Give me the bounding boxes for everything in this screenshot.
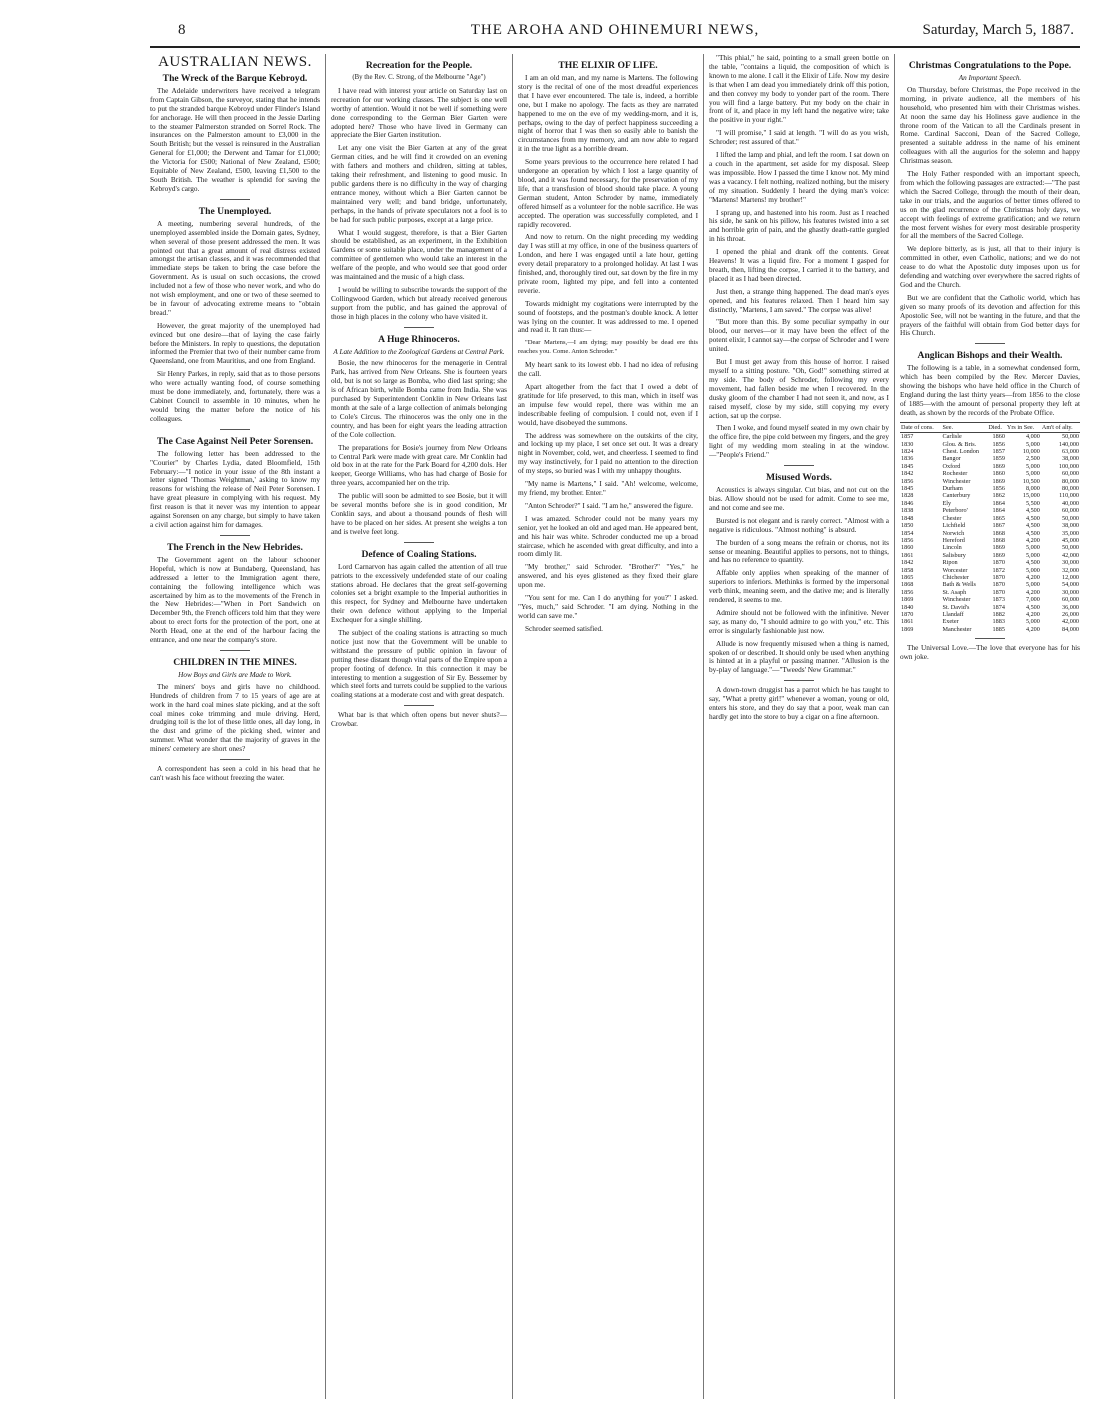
column-rule xyxy=(512,54,513,1399)
article-paragraph: And now to return. On the night preceding my wedding day I was still at my office, in one of the business quarters of London, and here I was engaged until a late hour, getting every detail preparatory to a prolonged holiday. At last I was finished, and, thoroughly tired out, sat down by the fire in my private room, lighted my pipe, and fell into a contented reverie. xyxy=(518,232,698,295)
table-cell: 5,500 xyxy=(1025,499,1040,507)
table-cell: 1867 xyxy=(992,522,1005,530)
table-cell: 60,000 xyxy=(1061,507,1079,515)
table-row xyxy=(900,433,1080,441)
table-cell: 1870 xyxy=(992,581,1005,589)
table-cell: 1870 xyxy=(992,588,1005,596)
table-cell: 1882 xyxy=(992,610,1005,618)
article-paragraph: What I would suggest, therefore, is that a Bier Garten should be established, as an experiment, in the Exhibition Gardens or some suitable place, under the management of a committee of gentlemen who would take an interest in the welfare of the people, and who would see that good order was maintained and the music of a high class. xyxy=(331,227,507,282)
table-cell: Durham xyxy=(942,485,963,493)
table-cell: Norwich xyxy=(942,529,965,537)
table-cell: 38,000 xyxy=(1061,522,1079,530)
article-paragraph: "Anton Schroder?" I said. "I am he," answered the figure. xyxy=(525,500,693,510)
table-cell: 60,000 xyxy=(1061,470,1079,478)
article-title: Defence of Coaling Stations. xyxy=(361,548,477,560)
table-cell: 1869 xyxy=(992,477,1005,485)
article-title: The Wreck of the Barque Kebroyd. xyxy=(162,72,308,84)
divider xyxy=(220,199,250,200)
column-rule xyxy=(703,54,704,1399)
table-cell: 5,000 xyxy=(1025,440,1040,448)
divider xyxy=(404,542,434,543)
table-cell: Winchester xyxy=(942,596,971,604)
table-cell: Hereford xyxy=(942,536,965,544)
table-cell: 4,500 xyxy=(1025,529,1040,537)
table-cell: Glou. & Bris. xyxy=(942,440,977,448)
table-cell: 60,000 xyxy=(1061,596,1079,604)
table-cell: 5,000 xyxy=(1025,551,1040,559)
table-cell: Winchester xyxy=(942,477,971,485)
table-cell: 1857 xyxy=(992,448,1005,456)
table-cell: Chichester xyxy=(942,573,969,581)
article-paragraph: Allude is now frequently misused when a thing is named, spoken of or described. It should only be used when anything is hinted at in a playful or passing manner. "Allusion is the by-play of language."—"Tweeds' New Grammar." xyxy=(709,638,889,675)
table-cell: 1869 xyxy=(992,544,1005,552)
table-cell: 1858 xyxy=(901,566,914,574)
table-cell: Ripon xyxy=(942,559,958,567)
article-paragraph: Admire should not be followed with the infinitive. Never say, as many do, "I should admire to go with you," etc. This error is singularly fashionable just now. xyxy=(709,607,889,635)
article-subtitle: A Late Addition to the Zoological Gardens at Central Park. xyxy=(333,347,505,356)
table-cell: 35,000 xyxy=(1061,529,1079,537)
divider xyxy=(220,535,250,536)
column-rule xyxy=(325,54,326,1399)
article-paragraph: Some years previous to the occurrence here related I had undergone an operation by which I lost a large quantity of blood, and it was found necessary, for the preservation of my life, that a transfusion of blood should take place. A young German student, Anton Schroder by name, immediately offered himself as a volunteer for the noble sacrifice. He was accepted. The operation was successfully completed, and I rapidly recovered. xyxy=(518,157,698,229)
article-paragraph: Just then, a strange thing happened. The dead man's eyes opened, and his features relaxed. Then I heard him say distinctly, "Martens, I am saved." The corpse was alive! xyxy=(709,286,889,314)
table-cell: 5,000 xyxy=(1025,618,1040,626)
table-cell: 50,000 xyxy=(1061,544,1079,552)
table-cell: 84,000 xyxy=(1061,625,1079,633)
table-header: See. xyxy=(942,422,988,432)
column-1 xyxy=(150,54,320,1399)
table-cell: Carlisle xyxy=(942,433,962,441)
article-paragraph: Bursted is not elegant and is rarely correct. "Almost with a negative is ridiculous. "Almost nothing" is absurd. xyxy=(709,515,889,534)
article-paragraph: "My brother," said Schroder. "Brother?" "Yes," he answered, and his eyes glistened as they fixed their glare upon me. xyxy=(518,562,698,590)
table-cell: Canterbury xyxy=(942,492,971,500)
table-cell: 54,000 xyxy=(1061,581,1079,589)
table-cell: Chester xyxy=(942,514,962,522)
table-header: Died. xyxy=(987,422,1006,432)
table-cell: 1864 xyxy=(992,499,1005,507)
table-cell: 1874 xyxy=(992,603,1005,611)
column-4 xyxy=(709,54,889,1399)
table-cell: Ely xyxy=(942,499,952,507)
article-paragraph: My heart sank to its lowest ebb. I had no idea of refusing the call. xyxy=(518,360,698,379)
article-paragraph: I lifted the lamp and phial, and left the room. I sat down on a couch in the apartment, set aside for my disposal. Sleep was impossible. How I passed the time I know not. My mind was a vacancy. I felt nothing, realized nothing, but the misery of my situation. Suddenly I heard the dying man's voice: "Martens! Martens! my brother!" xyxy=(709,150,889,204)
table-cell: 110,000 xyxy=(1059,492,1079,500)
table-cell: 1868 xyxy=(992,529,1005,537)
article-paragraph: The public will soon be admitted to see Bosie, but it will be several months before she is in good condition, Mr Conklin says, and about a thousand pounds of flesh will have to be placed on her sides. At present she weighs a ton and is twelve feet long. xyxy=(331,491,507,536)
table-cell: Lichfield xyxy=(942,522,966,530)
article-title: The Unemployed. xyxy=(198,205,272,217)
table-cell: 4,500 xyxy=(1025,514,1040,522)
table-cell: 40,000 xyxy=(1061,499,1079,507)
table-cell: 1830 xyxy=(901,440,914,448)
table-header: Date of cons. xyxy=(900,422,942,432)
table-row xyxy=(900,478,1080,485)
table-cell: Salisbury xyxy=(942,551,966,559)
table-cell: 45,000 xyxy=(1061,536,1079,544)
table-cell: 1861 xyxy=(901,618,914,626)
table-cell: 30,000 xyxy=(1061,588,1079,596)
table-row xyxy=(900,604,1080,611)
table-cell: 4,200 xyxy=(1025,610,1040,618)
table-cell: 26,000 xyxy=(1061,610,1079,618)
article-paragraph: The Universal Love.—The love that everyone has for his own joke. xyxy=(900,643,1080,662)
table-cell: 140,000 xyxy=(1058,440,1079,448)
table-cell: 1828 xyxy=(901,492,914,500)
table-row xyxy=(900,515,1080,522)
table-row xyxy=(900,492,1080,499)
divider xyxy=(404,705,434,706)
newspaper-page xyxy=(150,18,1080,1403)
table-cell: 42,000 xyxy=(1061,551,1079,559)
table-cell: 7,000 xyxy=(1025,596,1040,604)
table-cell: 32,000 xyxy=(1061,566,1079,574)
table-cell: Llandaff xyxy=(942,610,964,618)
table-row xyxy=(900,618,1080,625)
table-cell: St. David's xyxy=(942,603,970,611)
table-cell: 1856 xyxy=(992,485,1005,493)
table-cell: Lincoln xyxy=(942,544,962,552)
table-row xyxy=(900,537,1080,544)
article-paragraph: "My name is Martens," I said. "Ah! welcome, welcome, my friend, my brother. Enter." xyxy=(518,479,698,497)
table-cell: 5,000 xyxy=(1025,581,1040,589)
table-cell: 4,500 xyxy=(1025,522,1040,530)
table-cell: 1859 xyxy=(992,455,1005,463)
article-title: Recreation for the People. xyxy=(365,60,473,71)
table-row xyxy=(900,626,1080,633)
table-cell: St. Asaph xyxy=(942,588,967,596)
article-title: THE ELIXIR OF LIFE. xyxy=(558,60,658,71)
table-cell: 1869 xyxy=(901,596,914,604)
article-paragraph: I opened the phial and drank off the contents. Great Heavens! It was a liquid fire. For a moment I gasped for breath, then, lifting the corpse, I carried it to the battery, and placed it as I had been directed. xyxy=(709,247,889,283)
article-paragraph: Lord Carnarvon has again called the attention of all true patriots to the excessively undefended state of our coaling stations abroad. He declares that the great self-governing colonies set a bright example to the Imperial authorities in this respect, for Sydney and Melbourne have undertaken their own defence without applying to the Imperial Exchequer for a single shilling. xyxy=(331,561,507,625)
article-title: The French in the New Hebrides. xyxy=(167,541,303,553)
article-paragraph: But we are confident that the Catholic world, which has given so many proofs of its devotion and affection for this Apostolic See, will not be wanting in the future, and that the prayers of the faithful will obtain from God better days for His Church. xyxy=(900,292,1080,338)
table-cell: 4,500 xyxy=(1025,603,1040,611)
table-cell: 1845 xyxy=(901,462,914,470)
article-subtitle: An Important Speech. xyxy=(958,74,1022,82)
issue-date: Saturday, March 5, 1887. xyxy=(922,22,1074,38)
table-row xyxy=(900,530,1080,537)
table-cell: 10,000 xyxy=(1022,448,1040,456)
table-cell: 80,000 xyxy=(1061,485,1079,493)
table-cell: 30,000 xyxy=(1061,559,1079,567)
article-paragraph: The preparations for Bosie's journey from New Orleans to Central Park were made with great care. Mr Conklin had old box in at the rate for the Park Board for 4,200 dols. Her keeper, George Williams, who has had charge of Bosie for three years, accompanied her on the trip. xyxy=(331,442,507,488)
article-paragraph: "But more than this. By some peculiar sympathy in our blood, our nerves—or it may have been the effect of the potent elixir, I cannot say—the corpse of Schroder and I were united. xyxy=(709,317,889,354)
table-cell: 15,000 xyxy=(1022,492,1040,500)
article-paragraph: I would be willing to subscribe towards the support of the Collingwood Garden, which but already received generous support from the public, and has gained the approval of those in high places in the colony who have visited it. xyxy=(331,284,507,321)
table-row xyxy=(900,470,1080,477)
table-cell: Exeter xyxy=(942,618,959,626)
table-cell: 63,000 xyxy=(1061,448,1079,456)
table-row xyxy=(900,559,1080,566)
article-title: The Case Against Neil Peter Sorensen. xyxy=(156,435,314,447)
article-paragraph: The burden of a song means the refrain or chorus, not its sense or meaning. Beautiful applies to persons, not to things, and has no reference to quantity. xyxy=(709,537,889,565)
table-cell: Bath & Wells xyxy=(942,581,976,589)
table-cell: 1865 xyxy=(992,514,1005,522)
table-header-row xyxy=(900,422,1080,432)
table-cell: 2,500 xyxy=(1025,455,1040,463)
divider xyxy=(404,327,434,328)
table-cell: 12,000 xyxy=(1061,573,1079,581)
divider xyxy=(784,680,814,681)
article-paragraph: The subject of the coaling stations is attracting so much notice just now that the Government will be unable to withstand the pressure of public opinion in favour of putting these distant though vital parts of the Empire upon a proper footing of defence. In this connection it may be interesting to mention a suggestion of Sir Ey. Bessemer by which steel forts and turrets could be supplied to the various coaling stations at a moderate cost and with great despatch. xyxy=(331,628,507,700)
article-paragraph: The address was somewhere on the outskirts of the city, and locking up my place, I set once set out. It was a dreary night in November, cold, wet, and cheerless. I seemed to find my way instinctively, for I paid no attention to the direction of my steps, so buried was I with my unhappy thoughts. xyxy=(518,430,698,476)
table-cell: 5,000 xyxy=(1025,470,1040,478)
table-cell: 1861 xyxy=(901,551,914,559)
table-cell: 1885 xyxy=(992,625,1005,633)
article-paragraph: "You sent for me. Can I do anything for you?" I asked. "Yes, much," said Schroder. "I am dying. Nothing in the world can save me." xyxy=(518,593,698,620)
quoted-letter: "Dear Martens,—I am dying; may possibly be dead ere this reaches you. Come. Anton Schroder." xyxy=(518,339,698,356)
table-cell: 1856 xyxy=(992,440,1005,448)
table-header: Am't of alty. xyxy=(1041,422,1080,432)
table-row xyxy=(900,552,1080,559)
table-cell: 1857 xyxy=(901,433,914,441)
article-paragraph: Bosie, the new rhinoceros for the menagerie in Central Park, has arrived from New Orleans. She is fourteen years old, but is not so large as Bomba, who died last spring; she is of African birth, while Bomba came from India. She was purchased by Superintendent Conklin in New Orleans last month at the sale of a large collection of animals belonging to Cole's Circus. The rhinoceros was the only one in the country, and has been for eight years the leading attraction of the Cole collection. xyxy=(331,358,507,439)
table-cell: Manchester xyxy=(942,625,972,633)
column-5 xyxy=(900,54,1080,1399)
column-3 xyxy=(518,54,698,1399)
table-cell: 1872 xyxy=(992,566,1005,574)
article-title: CHILDREN IN THE MINES. xyxy=(173,656,297,668)
article-paragraph: Apart altogether from the fact that I owed a debt of gratitude for life preserved, to this man, which in itself was an impulse few would repel, there was within me an indescribable feeling of compulsion. I could not, even if I would, have disobeyed the summons. xyxy=(518,382,698,427)
table-row xyxy=(900,544,1080,551)
table-cell: 1842 xyxy=(901,470,914,478)
table-row xyxy=(900,463,1080,470)
table-cell: 1840 xyxy=(901,603,914,611)
table-cell: 4,500 xyxy=(1025,559,1040,567)
table-row xyxy=(900,500,1080,507)
table-cell: 1864 xyxy=(992,507,1005,515)
article-title: Christmas Congratulations to the Pope. xyxy=(908,60,1072,71)
masthead xyxy=(150,18,1080,48)
article-paragraph: "This phial," he said, pointing to a small green bottle on the table, "contains a liquid, the composition of which is known to me alone. I call it the Elixir of Life. Now my desire is that when I am dead you immediately drink off this potion, and then convey my body to yonder part of the room. There you will find a large battery. Put my body on the chair in front of it, and place in my left hand the negative wire; take the positive in your right." xyxy=(709,54,889,125)
table-cell: 50,000 xyxy=(1061,514,1079,522)
table-cell: 36,000 xyxy=(1061,603,1079,611)
table-cell: 1860 xyxy=(992,433,1005,441)
table-row xyxy=(900,574,1080,581)
article-paragraph: Acoustics is always singular. Cut bias, and not cut on the bias. Allow should not be used for admit. Come to see me, and not come and see me. xyxy=(709,485,889,512)
table-cell: 5,000 xyxy=(1025,462,1040,470)
table-cell: Worcester xyxy=(942,566,968,574)
article-byline: (By the Rev. C. Strong, of the Melbourne "Age") xyxy=(352,74,486,81)
table-cell: 8,000 xyxy=(1025,485,1040,493)
divider xyxy=(975,343,1005,344)
table-cell: 80,000 xyxy=(1061,477,1079,485)
table-row xyxy=(900,455,1080,462)
table-cell: Peterboro' xyxy=(942,507,968,515)
article-paragraph: However, the great majority of the unemployed had evinced but one desire—that of laying the case fairly before the Ministers. In reply to questions, the deputation informed the Premier that two of their number came from Queensland, one from Mauritius, and one from England. xyxy=(150,320,320,366)
table-row xyxy=(900,611,1080,618)
table-cell: 1870 xyxy=(992,559,1005,567)
section-title: AUSTRALIAN NEWS. xyxy=(158,54,312,70)
article-paragraph: A down-town druggist has a parrot which he has taught to say, "What a pretty girl!" whenever a woman, young or old, enters his store, and they do say that a poor, weak man can hardly get into the store to buy a cigar on a fine afternoon. xyxy=(709,685,889,721)
table-cell: 1869 xyxy=(901,625,914,633)
article-paragraph: A meeting, numbering several hundreds, of the unemployed assembled inside the Domain gates, Sydney, when several of those present addressed the men. It was pointed out that a great amount of real distress existed amongst the artisan classes, and it was recommended that immediate steps be taken to bring the case before the Government. As is usual on such occasions, the crowd included not a few of those who never work, and who do not wish employment, and one or two of these seemed to be in favour of advocating extreme means to "obtain bread." xyxy=(150,218,320,317)
table-cell: 1860 xyxy=(992,470,1005,478)
table-cell: Oxford xyxy=(942,462,961,470)
table-cell: 1873 xyxy=(992,596,1005,604)
article-subtitle: How Boys and Girls are Made to Work. xyxy=(178,670,292,679)
table-cell: 1838 xyxy=(901,507,914,515)
table-cell: 5,000 xyxy=(1025,566,1040,574)
article-paragraph: A correspondent has seen a cold in his head that he can't wash his face without freezing the water. xyxy=(150,764,320,782)
table-cell: 1865 xyxy=(901,573,914,581)
table-cell: 10,500 xyxy=(1022,477,1040,485)
table-cell: 4,200 xyxy=(1025,573,1040,581)
table-cell: 1862 xyxy=(992,492,1005,500)
table-cell: 1856 xyxy=(901,588,914,596)
article-paragraph: Sir Henry Parkes, in reply, said that as to those persons who were actually wanting food, of course something must be done immediately, and, fortunately, there was a Cabinet Council to assemble in 10 minutes, when he would bring the matter before the notice of his colleagues. xyxy=(150,369,320,423)
article-title: Anglican Bishops and their Wealth. xyxy=(917,350,1063,362)
article-paragraph: I have read with interest your article on Saturday last on recreation for our working classes. The subject is one well worthy of attention. Would it not be well if something were done corresponding to the German Bier Garten were adopted here? Those who have lived in Germany can appreciate the Bier Garten institution. xyxy=(331,85,507,140)
table-cell: 1845 xyxy=(901,485,914,493)
table-cell: 1870 xyxy=(992,573,1005,581)
table-cell: 5,000 xyxy=(1025,544,1040,552)
table-cell: 4,000 xyxy=(1025,433,1040,441)
article-paragraph: The following letter has been addressed to the "Courier" by Charles Lydia, dated Bloomfield, 15th February:—"I notice in your issue of the 8th instant a letter signed 'Thomas Weightman,' asking to know my reasons for wishing the release of Neil Peter Sorensen. I have great pleasure in complying with his request. My first reason is that it never was my intention to appear against Sorensen on any charge, but simply to have taken a civil action against him for damages. xyxy=(150,448,320,529)
table-cell: 1868 xyxy=(901,581,914,589)
table-cell: 1842 xyxy=(901,559,914,567)
table-cell: 1846 xyxy=(901,499,914,507)
table-cell: 4,500 xyxy=(1025,507,1040,515)
article-paragraph: "I will promise," I said at length. "I will do as you wish, Schroder; rest assured of that." xyxy=(709,128,889,147)
table-cell: 4,200 xyxy=(1025,536,1040,544)
table-cell: 1836 xyxy=(901,455,914,463)
column-rule xyxy=(894,54,895,1399)
column-2 xyxy=(331,54,507,1399)
table-cell: 1850 xyxy=(901,522,914,530)
newspaper-title: THE AROHA AND OHINEMURI NEWS, xyxy=(470,22,760,38)
divider xyxy=(220,429,250,430)
table-body xyxy=(900,433,1080,633)
table-cell: 1856 xyxy=(901,477,914,485)
article-paragraph: On Thursday, before Christmas, the Pope received in the morning, in private audience, all the members of his household, who presented him with their Christmas wishes. At noon the same day his Holiness gave audience in the throne room of the Vatican to all the Cardinals present in Rome. Cardinal Sacconi, Dean of the Sacred College, presented a suitable address in the name of his eminent colleagues with all the augurios for the solemn and happy Christmas season. xyxy=(900,84,1080,166)
table-cell: 100,000 xyxy=(1058,462,1079,470)
divider xyxy=(220,759,250,760)
table-cell: 1854 xyxy=(901,529,914,537)
article-paragraph: The Holy Father responded with an important speech, from which the following passages are extracted:—"The past which the Sacred College, through the mouth of their dean, take in our trials, and the augurios of better times offered to us on the glad recurrence of the Christmas holy days, we accept with feelings of extreme gratification; and we return the most fervent wishes for every most desirable prosperity for all the members of the Sacred College. xyxy=(900,169,1080,241)
table-cell: 4,200 xyxy=(1025,588,1040,596)
table-row xyxy=(900,589,1080,596)
table-cell: 4,200 xyxy=(1025,625,1040,633)
bishops-wealth-table xyxy=(900,422,1080,633)
table-cell: 1868 xyxy=(992,536,1005,544)
table-cell: 1869 xyxy=(992,551,1005,559)
article-paragraph: The miners' boys and girls have no childhood. Hundreds of children from 7 to 15 years of age are at work in the hard coal mines slate picking, and at the soft coal mines coke trimming and mule driving. Herd, drudging toil is the lot of these little ones, all day long, in the dust and grime of the picking shed, winter and summer. What wonder that the majority of graves in the miners' cemetery are short ones? xyxy=(150,681,320,754)
divider xyxy=(975,638,1005,639)
table-header: Yrs in See. xyxy=(1006,422,1041,432)
article-paragraph: What bar is that which often opens but never shuts?—Crowbar. xyxy=(331,710,507,729)
article-paragraph: Let any one visit the Bier Garten at any of the great German cities, and he will find it crowded on an evening with fathers and mothers and children, sitting at tables, taking their refreshment, and listening to good music. In public gardens there is no difficulty in the way of charging entrance money, without which a Bier Garten cannot be maintained very well; and band bridge, unfortunately, perhaps, in the hands of private speculators not a fool is to be had for such public purposes, except at a large price. xyxy=(331,143,507,224)
table-cell: 1848 xyxy=(901,514,914,522)
table-row xyxy=(900,441,1080,448)
article-title: Misused Words. xyxy=(766,472,832,484)
article-paragraph: Schroder seemed satisfied. xyxy=(525,623,604,633)
table-cell: 50,000 xyxy=(1061,433,1079,441)
table-row xyxy=(900,448,1080,455)
table-cell: 1870 xyxy=(901,610,914,618)
table-cell: 1883 xyxy=(992,618,1005,626)
table-cell: 38,000 xyxy=(1061,455,1079,463)
article-paragraph: Affable only applies when speaking of the manner of superiors to inferiors. Methinks is formed by the impersonal verb think, meaning seem, and the dative me; and is literally rendered, it seems to me. xyxy=(709,568,889,605)
article-paragraph: I was amazed. Schroder could not be many years my senior, yet he looked an old and aged man. He appeared bent, and his hair was white. Schroder conducted me up a broad staircase, which he ascended with great difficulty, and into a room dimly lit. xyxy=(518,513,698,559)
article-paragraph: The Government agent on the labour schooner Hopeful, which is now at Bundaberg, Queensland, has addressed a letter to the Immigration agent there, containing the following intelligence which was ascertained by him as to the movements of the French in the New Hebrides:—"When in Port Sandwich on December 9th, the French officers told him that they were about to erect forts for the protection of the port, one at North Head, one at the end of the harbour facing the entrance, and one near the company's store. xyxy=(150,554,320,645)
table-cell: Rochester xyxy=(942,470,968,478)
table-row xyxy=(900,596,1080,603)
table-cell: 1860 xyxy=(901,544,914,552)
divider xyxy=(220,650,250,651)
article-paragraph: I am an old man, and my name is Martens. The following story is the recital of one of the most dreadful experiences that I have ever encountered. The tale is, indeed, a horrible one, but I make no apology. The facts as they are narrated happened to me on the eve of my wedding-morn, and it is, perhaps, owing to the day of perfect happiness succeeding a night of horror that I was then so easily able to banish the circumstances from my memory, and am now able to regard it in the true light as a horrible dream. xyxy=(518,73,698,154)
article-title: A Huge Rhinoceros. xyxy=(378,333,460,345)
table-row xyxy=(900,522,1080,529)
article-paragraph: Then I woke, and found myself seated in my own chair by the office fire, the pipe cold between my fingers, and the grey light of my wedding morn stealing in at the window.—"People's Friend." xyxy=(709,423,889,460)
page-number: 8 xyxy=(178,22,186,38)
table-cell: 1824 xyxy=(901,448,914,456)
article-paragraph: I sprang up, and hastened into his room. Just as I reached his side, he sank on his pillow, his features twisted into a set and horrible grin of pain, and the ghastly death-rattle gurgled in his throat. xyxy=(709,207,889,244)
table-cell: Bangor xyxy=(942,455,961,463)
table-cell: Chest. London xyxy=(942,448,979,456)
article-paragraph: We deplore bitterly, as is just, all that to their injury is committed in other, even Catholic, nations; and we do not cease to do what the Apostolic duty imposes upon us for defending and watching over everywhere the sacred rights of God and the Church. xyxy=(900,244,1080,289)
article-paragraph: Towards midnight my cogitations were interrupted by the sound of footsteps, and the postman's double knock. A letter was lying on the counter. It was addressed to me. I opened and read it. It ran thus:— xyxy=(518,298,698,335)
table-cell: 1869 xyxy=(992,462,1005,470)
table-cell: 42,000 xyxy=(1061,618,1079,626)
table-cell: 1856 xyxy=(901,536,914,544)
article-paragraph: But I must get away from this house of horror. I raised myself to a sitting posture. "Oh, God!" something stirred at my side. The body of Schroder, following my every movement, had fallen beside me when I recovered. In the dusky gloom of the chamber I had not seen it, and now, as I raised myself, close by my side, still copying my every action, sat up the corpse. xyxy=(709,357,889,420)
divider xyxy=(784,465,814,466)
article-paragraph: The following is a table, in a somewhat condensed form, which has been compiled by the Rev. Mercer Davies, showing the bishops who have held office in the Church of England during the last thirty years—from 1856 to the close of 1885—with the amount of personal property they left at death, as shown by the records of the Probate Office. xyxy=(900,363,1080,417)
table-row xyxy=(900,485,1080,492)
table-row xyxy=(900,507,1080,514)
article-paragraph: The Adelaide underwriters have received a telegram from Captain Gibson, the surveyor, stating that he intends to put the stranded barque Kebroyd under Flinder's Island for anchorage. He will then proceed in the Jessie Darling to the steamer Palmerston stranded on Sorrel Rock. The insurances on the Palmerston amount to £3,000 in the South British; but the vessel is reinsured in the Australian General for £1,000; the Derwent and Tamar for £1,000; the Victoria for £500; National of New Zealand, £500; Equitable of New Zealand, £500, leaving £1,500 to the South British. The weather is splendid for saving the Kebroyd's cargo. xyxy=(150,85,320,193)
table-row xyxy=(900,567,1080,574)
table-row xyxy=(900,581,1080,588)
